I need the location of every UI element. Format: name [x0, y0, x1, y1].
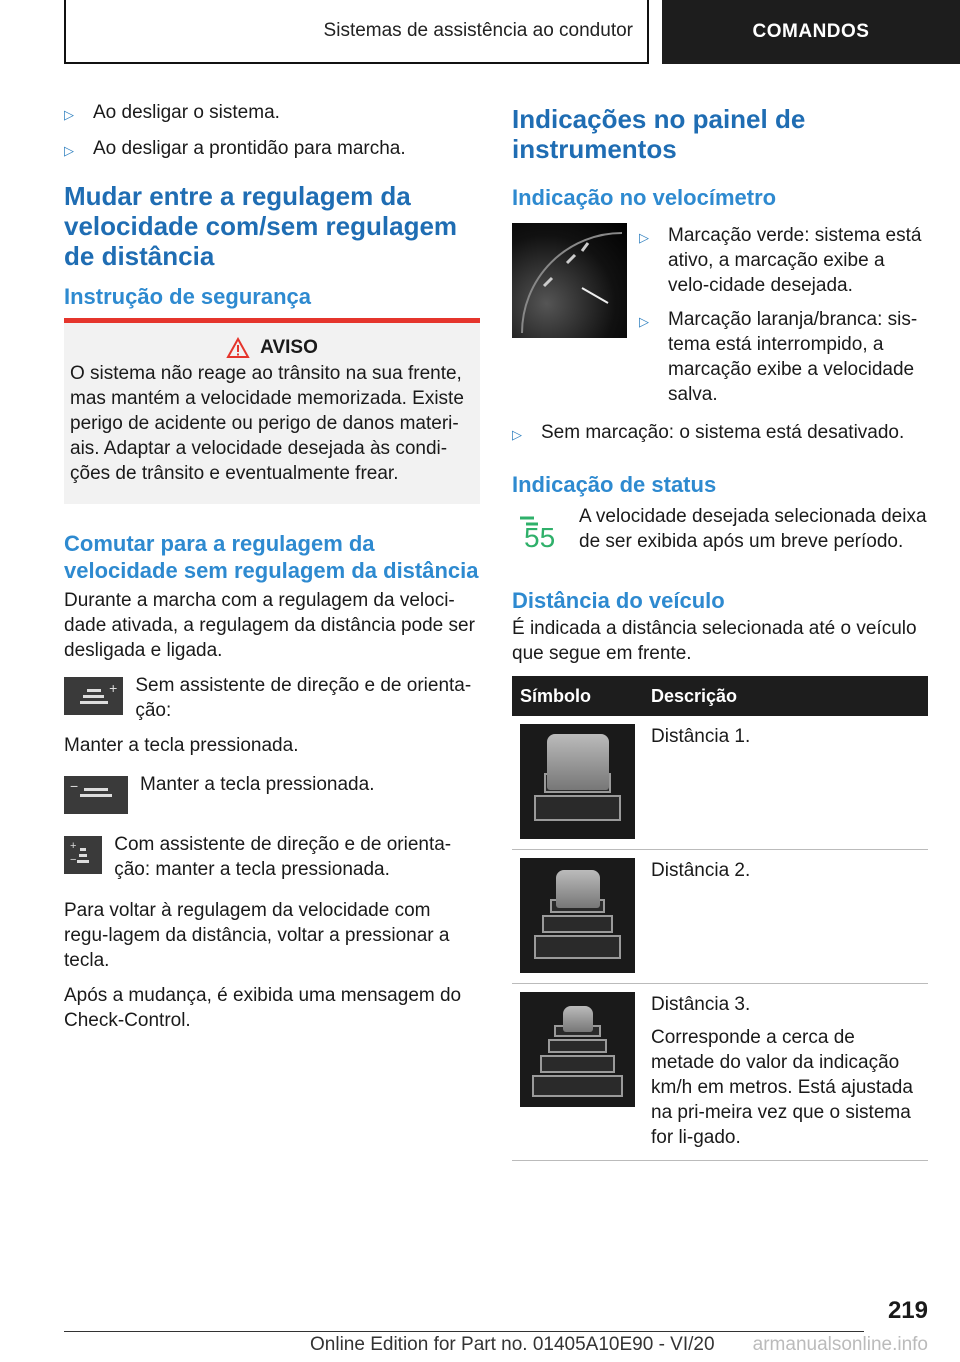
- header-section-title: Sistemas de assistência ao condutor: [323, 20, 633, 41]
- list-item: ▷ Ao desligar a prontidão para marcha.: [64, 136, 480, 163]
- bullet-triangle-icon: ▷: [639, 230, 649, 245]
- speedometer-image: [512, 223, 627, 338]
- status-number: 55: [524, 522, 556, 553]
- bullet-triangle-icon: ▷: [639, 314, 649, 329]
- table-header-row: [512, 676, 928, 716]
- distance-button-plusminus-icon: + −: [64, 836, 102, 874]
- table-cell-description: Distância 2.: [651, 860, 751, 881]
- paragraph: Manter a tecla pressionada.: [140, 774, 375, 795]
- bullet-triangle-icon: ▷: [64, 107, 74, 122]
- left-column: [64, 100, 480, 1043]
- paragraph: Manter a tecla pressionada.: [64, 735, 299, 756]
- icon-row: [64, 673, 480, 723]
- paragraph: A velocidade desejada selecionada deixa de ser exibida após um breve período.: [579, 506, 927, 552]
- section-heading: Indicações no painel de instrumentos: [512, 104, 806, 164]
- table-cell-extra: Corresponde a cerca de metade do valor da indicação km/h em metros. Está ajustada na pri-meira vez que o sistema for li-gado.: [651, 1027, 913, 1148]
- list-item: ▷ Sem marcação: o sistema está desativado.: [512, 420, 928, 447]
- warning-box: [64, 323, 480, 504]
- bullet-triangle-icon: ▷: [512, 427, 522, 442]
- header-chapter: [662, 0, 960, 64]
- warning-triangle-icon: [226, 337, 250, 359]
- header-chapter-title: COMANDOS: [752, 21, 870, 42]
- subsection-heading: Instrução de segurança: [64, 284, 311, 309]
- table-header-symbol: Símbolo: [512, 676, 643, 716]
- paragraph: Com assistente de direção e de orienta-ção: manter a tecla pressionada.: [114, 834, 452, 880]
- right-column: [512, 100, 928, 1161]
- list-item: ▷ Marcação laranja/branca: sis-tema está interrompido, a marcação exibe a velocidade salva.: [639, 309, 918, 405]
- list-item: ▷ Ao desligar o sistema.: [64, 100, 480, 127]
- distance-table: [512, 676, 928, 1161]
- status-block: [512, 504, 928, 559]
- paragraph: Para voltar à regulagem da velocidade com regu-lagem da distância, voltar a pressionar a tecla.: [64, 900, 450, 971]
- distance-button-plus-icon: +: [64, 677, 123, 715]
- paragraph: Sem assistente de direção e de orienta-ção:: [135, 675, 472, 721]
- table-cell-description: Distância 1.: [651, 726, 751, 747]
- watermark: armanualsonline.info: [752, 1334, 928, 1355]
- subsection-heading: Indicação de status: [512, 472, 717, 497]
- status-indicator-icon: [512, 504, 567, 559]
- speedometer-icon: [512, 223, 627, 338]
- table-cell-description: Distância 3.: [651, 994, 751, 1015]
- table-row: [512, 716, 928, 850]
- paragraph: É indicada a distância selecionada até o veículo que segue em frente.: [512, 618, 917, 664]
- header-section: [64, 0, 649, 64]
- paragraph: Durante a marcha com a regulagem da veloci-dade ativada, a regulagem da distância pode ser desligada e ligada.: [64, 590, 475, 661]
- distance-2-image: [520, 858, 635, 973]
- list-item: ▷ Marcação verde: sistema está ativo, a marcação exibe a velo-cidade desejada.: [639, 225, 922, 296]
- warning-text: O sistema não reage ao trânsito na sua frente, mas mantém a velocidade memorizada. Existe perigo de acidente ou perigo de danos materi-ais. Adaptar a velocidade desejada às condi-ções de trânsito e eventualmente frear.: [70, 363, 464, 484]
- warning-title: AVISO: [70, 337, 474, 359]
- subsection-heading: Comutar para a regulagem da velocidade sem regulagem da distância: [64, 531, 479, 583]
- section-heading: Mudar entre a regulagem da velocidade com/sem regulagem de distância: [64, 181, 458, 271]
- subsection-heading: Indicação no velocímetro: [512, 185, 777, 210]
- distance-3-image: [520, 992, 635, 1107]
- icon-row: [64, 772, 480, 814]
- speedometer-block: [512, 223, 928, 416]
- footer-divider: [64, 1331, 864, 1332]
- icon-row: [64, 832, 480, 882]
- table-header-description: Descrição: [643, 676, 928, 716]
- table-row: [512, 850, 928, 984]
- distance-button-minus-icon: −: [64, 776, 128, 814]
- paragraph: Após a mudança, é exibida uma mensagem do Check-Control.: [64, 985, 462, 1031]
- subsection-heading: Distância do veículo: [512, 588, 725, 613]
- edition-text: Online Edition for Part no. 01405A10E90 - VI/20: [310, 1334, 715, 1355]
- table-row: [512, 984, 928, 1161]
- distance-1-image: [520, 724, 635, 839]
- page-number: 219: [887, 1297, 928, 1324]
- bullet-triangle-icon: ▷: [64, 143, 74, 158]
